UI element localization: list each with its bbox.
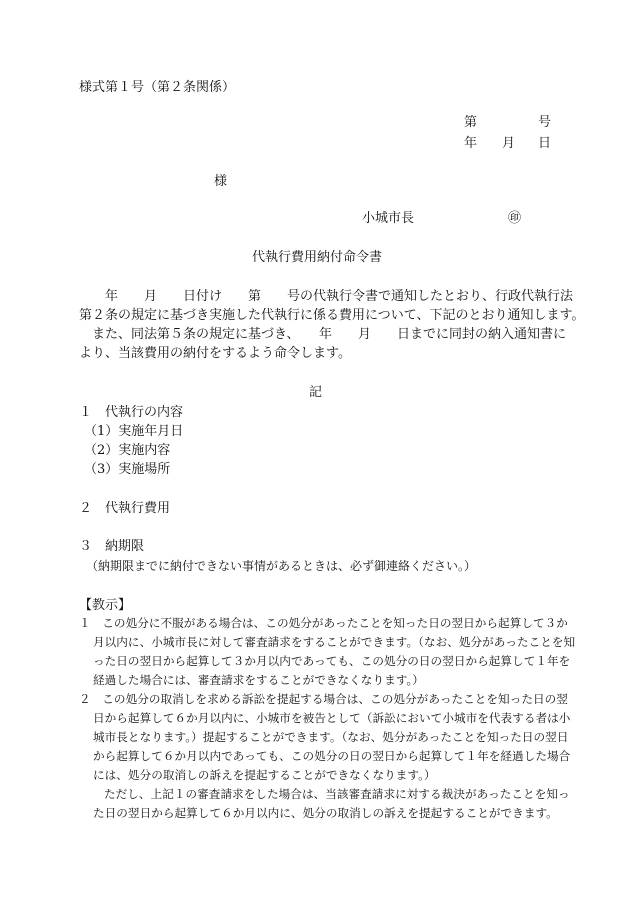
body-line: また、同法第５条の規定に基づき、 年 月 日までに同封の納入通知書に [79, 327, 566, 342]
kyoji-p2-line: 日から起算して６か月以内に、小城市を被告として（訴訟において小城市を代表する者は小 [93, 711, 571, 725]
form-number: 様式第１号（第２条関係） [79, 80, 236, 95]
kyoji-p2-line: には、処分の取消しの訴えを提起することができなくなります。） [93, 768, 436, 782]
date-month: 月 [502, 136, 516, 151]
body-line: 第２条の規定に基づき実施した代執行に係る費用について、下記のとおり通知します。 [79, 308, 585, 323]
section-3-heading: ３ 納期限 [79, 539, 145, 554]
kyoji-p2-line: 城市長となります。）提起することができます。（なお、処分があったことを知った日の翌日 [93, 730, 569, 744]
kyoji-p3-line: ただし、上記１の審査請求をした場合は、当該審査請求に対する裁決があったことを知っ [104, 787, 570, 801]
body-line: より、当該費用の納付をするよう命令します。 [79, 346, 351, 361]
section-1-heading: １ 代執行の内容 [79, 405, 184, 420]
date-day: 日 [538, 136, 552, 151]
kyoji-p3-line: た日の翌日から起算して６か月以内に、処分の取消しの訴えを提起することができます。 [93, 806, 558, 820]
kyoji-heading: 【教示】 [79, 598, 132, 613]
section-2-heading: ２ 代執行費用 [79, 501, 171, 516]
addressee-suffix: 様 [214, 174, 228, 189]
doc-number-prefix: 第 [464, 115, 478, 130]
kyoji-p1-line: 経過した場合には、審査請求をすることができなくなります。） [93, 673, 424, 687]
issuer-name: 小城市長 [362, 211, 415, 226]
section-1-item: （1）実施年月日 [84, 424, 184, 439]
section-3-note: （納期限までに納付できない事情があるときは、必ず御連絡ください。） [86, 559, 477, 573]
kyoji-p1-line: った日の翌日から起算して３か月以内であっても、この処分の日の翌日から起算して１年を [93, 654, 571, 668]
document-title: 代執行費用納付命令書 [252, 250, 383, 265]
date-year: 年 [464, 136, 478, 151]
ki-heading: 記 [309, 385, 323, 400]
kyoji-p2-line: ２ この処分の取消しを求める訴訟を提起する場合は、この処分があったことを知った日の翌 [79, 692, 568, 706]
kyoji-p1-line: １ この処分に不服がある場合は、この処分があったことを知った日の翌日から起算して３か [79, 616, 568, 630]
section-1-item: （3）実施場所 [84, 462, 171, 477]
kyoji-p2-line: から起算して６か月以内であっても、この処分の日の翌日から起算して１年を経過した場合 [93, 749, 571, 763]
body-line: 年 月 日付け 第 号の代執行令書で通知したとおり、行政代執行法 [79, 289, 574, 304]
kyoji-p1-line: 月以内に、小城市長に対して審査請求をすることができます。（なお、処分があったことを知 [93, 635, 576, 649]
seal-mark: ㊞ [508, 211, 522, 226]
doc-number-suffix: 号 [538, 115, 552, 130]
section-1-item: （2）実施内容 [84, 443, 171, 458]
